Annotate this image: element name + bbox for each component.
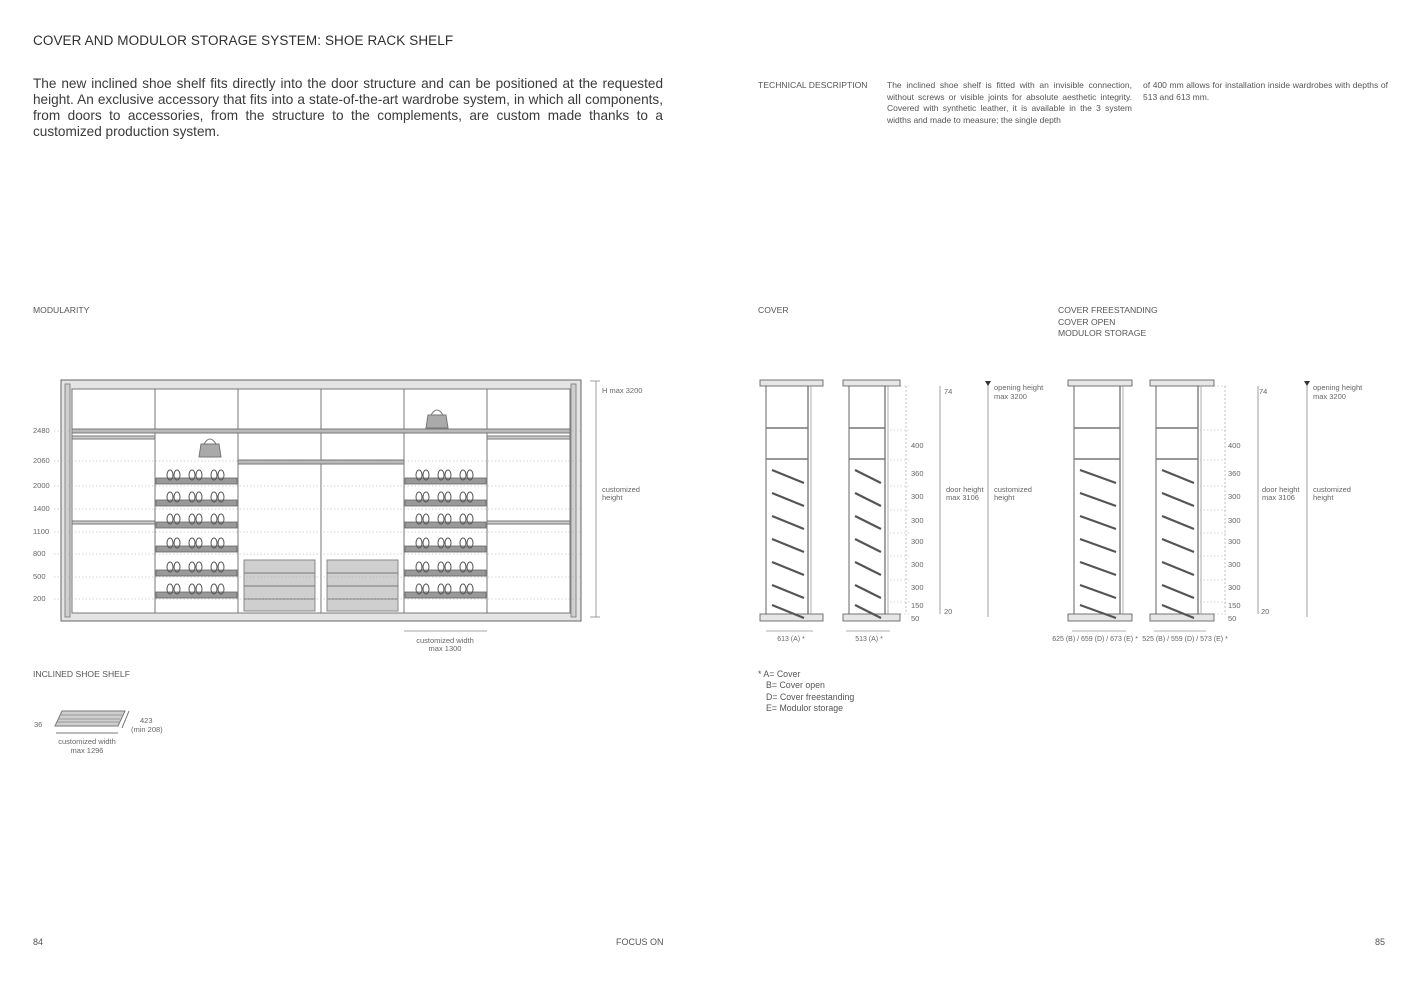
dim-custom-height: customized	[602, 485, 640, 494]
legend-notes	[758, 669, 854, 715]
inclined-shelf	[1080, 539, 1116, 552]
bottom-panel	[843, 614, 900, 621]
page-number-left: 84	[33, 937, 44, 947]
top-panel	[843, 380, 900, 386]
inclined-shelf	[1080, 516, 1116, 529]
section-label-line: MODULOR STORAGE	[1058, 328, 1147, 338]
dim-shelf-thickness: 36	[34, 720, 43, 729]
inclined-shelf	[855, 516, 881, 529]
section-label-line: COVER FREESTANDING	[1058, 305, 1158, 315]
cover-section-drawings	[760, 380, 1310, 631]
section-label-cover: COVER	[758, 305, 789, 315]
spacing-label: 300	[1228, 560, 1241, 569]
inclined-shelf	[1080, 562, 1116, 575]
dim-h-max: H max 3200	[602, 386, 643, 395]
inclined-shelf	[772, 516, 804, 529]
arrow-icon	[985, 381, 991, 386]
bag-icon	[426, 415, 448, 428]
inclined-shelf	[855, 562, 881, 575]
dim-custom-height: customized	[1313, 485, 1351, 494]
inclined-shelf	[855, 539, 881, 552]
dim-opening-height: max 3200	[1313, 392, 1346, 401]
spacing-label: 400	[911, 441, 924, 450]
inclined-shelf	[772, 539, 804, 552]
note-line: E= Modulor storage	[766, 703, 844, 714]
dim-depth-a: 625 (B) / 659 (D) / 673 (E) *	[1052, 636, 1138, 643]
dim-custom-height: customized	[994, 485, 1032, 494]
height-label: 2480	[33, 426, 50, 435]
spacing-label: 50	[1228, 614, 1237, 623]
inclined-shelf	[772, 562, 804, 575]
dim-bottom: 20	[1261, 607, 1270, 616]
note-line: D= Cover freestanding	[766, 691, 855, 702]
dim-depth-b: 525 (B) / 559 (D) / 573 (E) *	[1142, 636, 1228, 643]
height-label: 2060	[33, 456, 50, 465]
dim-bottom: 20	[944, 607, 953, 616]
spacing-label: 150	[1228, 601, 1241, 610]
height-label: 1100	[33, 527, 50, 536]
spacing-label: 300	[911, 516, 924, 525]
inclined-shelf	[1162, 470, 1194, 483]
page-title: COVER AND MODULOR STORAGE SYSTEM: SHOE RACK SHELF	[33, 33, 454, 48]
spacing-label: 150	[911, 601, 924, 610]
dim-opening-height: max 3200	[994, 392, 1027, 401]
inclined-shelf	[855, 585, 881, 598]
spacing-label: 300	[911, 583, 924, 592]
inclined-shelf	[855, 470, 881, 483]
dim-custom-width: customized width	[416, 636, 474, 645]
bag-icon	[199, 444, 221, 457]
spacing-label: 300	[1228, 516, 1241, 525]
dim-top: 74	[1259, 387, 1268, 396]
spacing-label: 300	[911, 560, 924, 569]
dim-custom-height: height	[602, 493, 623, 502]
inclined-shelf	[1162, 562, 1194, 575]
inclined-shelf	[772, 493, 804, 506]
spacing-labels	[1228, 441, 1241, 623]
intro-paragraph: The new inclined shoe shelf fits directly into the door structure and can be positioned at the requested height. An exclusive accessory that fits into a state-of-the-art wardrobe system, in which all components, from doors to accessories, from the structure to the complements, are custom made thanks to a customized production system.	[33, 76, 663, 139]
spacing-label: 400	[1228, 441, 1241, 450]
dim-custom-height: height	[1313, 493, 1334, 502]
inclined-shelf	[772, 470, 804, 483]
dim-depth-a: 613 (A) *	[777, 636, 805, 643]
inclined-shelf	[1080, 470, 1116, 483]
dim-depth-b: 513 (A) *	[855, 636, 883, 643]
inclined-shelf	[1080, 585, 1116, 598]
height-label: 500	[33, 572, 46, 581]
spacing-label: 300	[1228, 537, 1241, 546]
technical-description-label: TECHNICAL DESCRIPTION	[758, 80, 868, 90]
spacing-label: 300	[911, 492, 924, 501]
inclined-shelf	[1080, 493, 1116, 506]
spacing-label: 360	[1228, 469, 1241, 478]
dim-door-height: door height	[946, 485, 984, 494]
inclined-shelf	[855, 493, 881, 506]
spacing-label: 360	[911, 469, 924, 478]
dim-shelf-width: max 1296	[70, 746, 104, 755]
dim-custom-width: max 1300	[428, 644, 462, 653]
dim-door-height: max 3106	[946, 493, 979, 502]
inclined-shelf	[1162, 516, 1194, 529]
inclined-shelf	[1162, 539, 1194, 552]
inclined-shelf-drawing	[55, 711, 129, 733]
section-label-modularity: MODULARITY	[33, 305, 90, 315]
note-line: * A= Cover	[758, 669, 801, 679]
spacing-labels	[911, 441, 924, 623]
bottom-panel	[1150, 614, 1214, 621]
height-label: 800	[33, 549, 46, 558]
bottom-panel	[1068, 614, 1132, 621]
page-number-right: 85	[1375, 937, 1386, 947]
dim-shelf-depth: (min 208)	[131, 725, 163, 734]
modularity-drawing	[61, 380, 581, 621]
technical-description-col1: The inclined shoe shelf is fitted with an invisible connection, without screws or visible joints for absolute aesthetic integrity. Covered with synthetic leather, it is available in the 3 system widths and made to measure; the single depth	[887, 80, 1132, 125]
dim-shelf-depth: 423	[140, 716, 153, 725]
technical-description-col2: of 400 mm allows for installation inside wardrobes with depths of 513 and 613 mm.	[1143, 80, 1388, 102]
top-panel	[1150, 380, 1214, 386]
dim-door-height: door height	[1262, 485, 1300, 494]
height-label: 200	[33, 594, 46, 603]
note-line: B= Cover open	[766, 680, 825, 691]
dim-door-height: max 3106	[1262, 493, 1295, 502]
inclined-shelf	[772, 585, 804, 598]
height-label: 1400	[33, 504, 50, 513]
dim-opening-height: opening height	[994, 383, 1044, 392]
section-label-inclined-shelf: INCLINED SHOE SHELF	[33, 669, 130, 679]
bottom-panel	[760, 614, 823, 621]
footer-section-title: FOCUS ON	[616, 937, 664, 947]
inclined-shelf	[1162, 585, 1194, 598]
spacing-label: 300	[911, 537, 924, 546]
dim-top: 74	[944, 387, 953, 396]
top-panel	[1068, 380, 1132, 386]
dim-custom-height: height	[994, 493, 1015, 502]
spacing-label: 300	[1228, 583, 1241, 592]
arrow-icon	[1304, 381, 1310, 386]
height-label: 2000	[33, 481, 50, 490]
spacing-label: 300	[1228, 492, 1241, 501]
top-panel	[760, 380, 823, 386]
inclined-shelf	[1162, 493, 1194, 506]
section-label-line: COVER OPEN	[1058, 316, 1116, 327]
dim-opening-height: opening height	[1313, 383, 1363, 392]
dim-shelf-width: customized width	[58, 737, 116, 746]
spacing-label: 50	[911, 614, 920, 623]
